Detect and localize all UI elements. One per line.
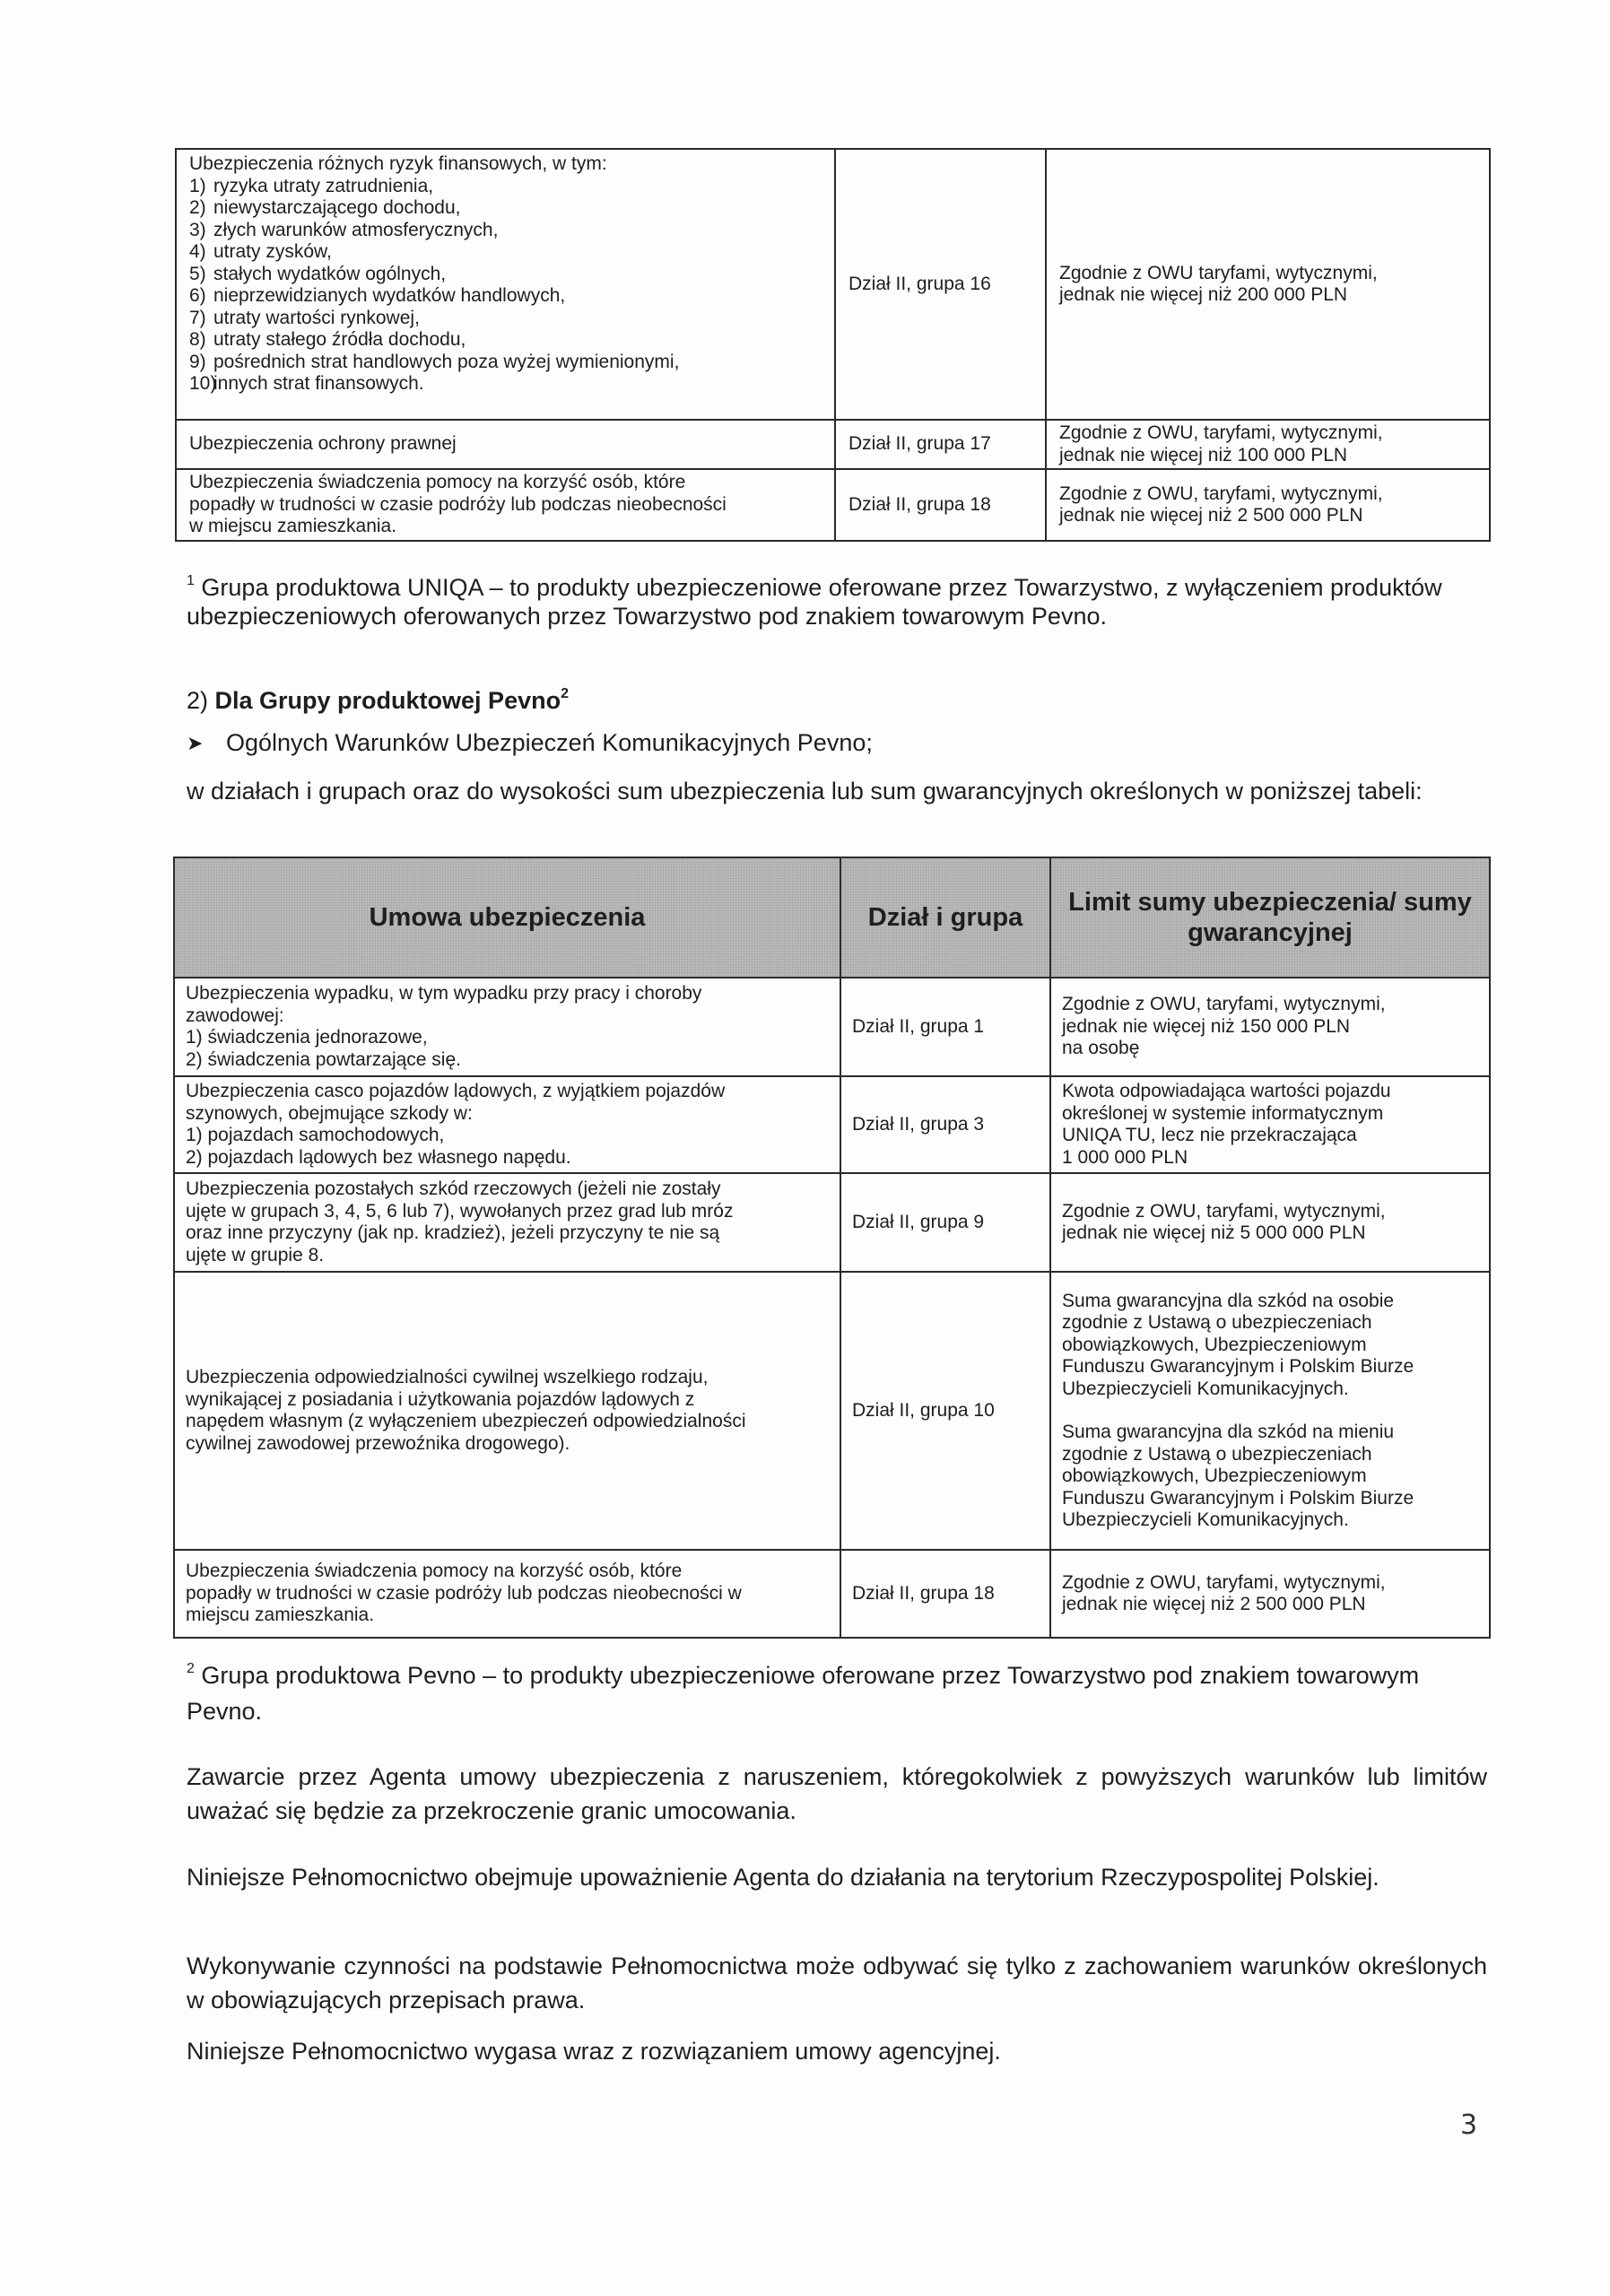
paragraph-przepisy: Wykonywanie czynności na podstawie Pełnomocnictwa może odbywać się tylko z zachowaniem warunków określonych w obowiązujących przepisach prawa. [187,1952,1487,2013]
dzial-cell: Dział II, grupa 1 [840,978,1050,1076]
list-item: 3) złych warunków atmosferycznych, [189,219,499,240]
limit-cell: Zgodnie z OWU, taryfami, wytycznymi, jednak nie więcej niż 150 000 PLN na osobę [1050,978,1490,1076]
footnote-marker: 2 [187,1661,195,1676]
umowa-cell [176,149,835,420]
page-number: 3 [1460,2109,1478,2141]
footnote-ref: 2 [561,686,569,701]
dzial-cell: Dział II, grupa 9 [840,1173,1050,1272]
list-item: 8) utraty stałego źródła dochodu, [189,329,466,350]
limit-cell: Zgodnie z OWU, taryfami, wytycznymi, jednak nie więcej niż 2 500 000 PLN [1050,1550,1490,1638]
umowa-cell: Ubezpieczenia odpowiedzialności cywilnej wszelkiego rodzaju, wynikającej z posiadania i użytkowania pojazdów lądowych z napędem własnym (z wyłączeniem ubezpieczeń odpowiedzialności cywilnej zawodowej przewoźnika drogowego). [174,1272,840,1550]
table-row [174,1550,1490,1638]
section-title: Dla Grupy produktowej Pevno [214,687,561,714]
bullet-text: Ogólnych Warunków Ubezpieczeń Komunikacyjnych Pevno; [226,729,873,756]
paragraph-umocowanie: Zawarcie przez Agenta umowy ubezpieczenia z naruszeniem, któregokolwiek z powyższych warunków lub limitów uważać się będzie za przekroczenie granic umocowania. [187,1763,1487,1824]
limit-osoby: Suma gwarancyjna dla szkód na osobie zgodnie z Ustawą o ubezpieczeniach obowiązkowych, Ubezpieczeniowym Funduszu Gwarancyjnym i Polskim Biurze Ubezpieczycieli Komunikacyjnych. [1062,1290,1414,1399]
column-header: Umowa ubezpieczenia [174,857,840,978]
dzial-cell: Dział II, grupa 17 [835,420,1046,469]
risk-list [189,176,834,396]
table-row [174,1173,1490,1272]
umowa-cell: Ubezpieczenia wypadku, w tym wypadku przy pracy i choroby zawodowej: 1) świadczenia jednorazowe, 2) świadczenia powtarzające się. [174,978,840,1076]
uniqa-limits-table [175,148,1491,542]
paragraph-terytorium: Niniejsze Pełnomocnictwo obejmuje upoważnienie Agenta do działania na terytorium Rzeczypospolitej Polskiej. [187,1864,1379,1891]
umowa-cell: Ubezpieczenia świadczenia pomocy na korzyść osób, które popadły w trudności w czasie podróży lub podczas nieobecności w miejscu zamieszkania. [176,469,835,541]
pevno-limits-table [173,857,1491,1639]
footnote-text: Grupa produktowa UNIQA – to produkty ubezpieczeniowe oferowane przez Towarzystwo, z wyłączeniem produktów ubezpieczeniowych oferowanych przez Towarzystwo pod znakiem towarowym Pevno. [187,574,1442,630]
table-row [174,1272,1490,1550]
table-row [176,469,1490,541]
list-item: 10) innych strat finansowych. [189,373,424,394]
table-row [176,420,1490,469]
dzial-cell: Dział II, grupa 18 [835,469,1046,541]
list-item: 2) niewystarczającego dochodu, [189,197,461,218]
bullet-item [187,729,873,757]
list-item: 7) utraty wartości rynkowej, [189,307,420,328]
row-title: Ubezpieczenia różnych ryzyk finansowych, w tym: [189,153,607,174]
limit-cell: Kwota odpowiadająca wartości pojazdu określonej w systemie informatycznym UNIQA TU, lecz nie przekraczająca 1 000 000 PLN [1050,1076,1490,1173]
dzial-cell: Dział II, grupa 3 [840,1076,1050,1173]
arrow-bullet-icon: ➤ [187,731,204,754]
list-item: 6) nieprzewidzianych wydatków handlowych, [189,285,566,306]
list-item: 1) ryzyka utraty zatrudnienia, [189,175,434,196]
table-row [174,978,1490,1076]
section-heading: 2) Dla Grupy produktowej Pevno$^2$ [187,686,569,714]
footnote-2 [187,1651,1487,1729]
limit-cell: Zgodnie z OWU taryfami, wytycznymi, jednak nie więcej niż 200 000 PLN [1046,149,1490,420]
dzial-cell: Dział II, grupa 10 [840,1272,1050,1550]
umowa-cell: Ubezpieczenia ochrony prawnej [176,420,835,469]
list-item: 9) pośrednich strat handlowych poza wyżej wymienionymi, [189,351,680,372]
limit-cell: Zgodnie z OWU, taryfami, wytycznymi, jednak nie więcej niż 5 000 000 PLN [1050,1173,1490,1272]
umowa-cell: Ubezpieczenia casco pojazdów lądowych, z wyjątkiem pojazdów szynowych, obejmujące szkody w: 1) pojazdach samochodowych, 2) pojazdach lądowych bez własnego napędu. [174,1076,840,1173]
intro-paragraph: w działach i grupach oraz do wysokości sum ubezpieczenia lub sum gwarancyjnych określonych w poniższej tabeli: [187,778,1423,804]
dzial-cell: Dział II, grupa 18 [840,1550,1050,1638]
table-row [176,149,1490,420]
footnote-1 [187,567,1487,631]
umowa-cell: Ubezpieczenia pozostałych szkód rzeczowych (jeżeli nie zostały ujęte w grupach 3, 4, 5, 6 lub 7), wywołanych przez grad lub mróz oraz inne przyczyny (jak np. kradzież), jeżeli przyczyny te nie są ujęte w grupie 8. [174,1173,840,1272]
list-item: 5) stałych wydatków ogólnych, [189,263,447,284]
limit-cell: Zgodnie z OWU, taryfami, wytycznymi, jednak nie więcej niż 2 500 000 PLN [1046,469,1490,541]
limit-mienie: Suma gwarancyjna dla szkód na mieniu zgodnie z Ustawą o ubezpieczeniach obowiązkowych, Ubezpieczeniowym Funduszu Gwarancyjnym i Polskim Biurze Ubezpieczycieli Komunikacyjnych. [1062,1422,1414,1530]
umowa-cell: Ubezpieczenia świadczenia pomocy na korzyść osób, które popadły w trudności w czasie podróży lub podczas nieobecności w miejscu zamieszkania. [174,1550,840,1638]
footnote-text: Grupa produktowa Pevno – to produkty ubezpieczeniowe oferowane przez Towarzystwo pod znakiem towarowym Pevno. [187,1662,1420,1725]
paragraph-wygasniecie: Niniejsze Pełnomocnictwo wygasa wraz z rozwiązaniem umowy agencyjnej. [187,2038,1001,2065]
table-row [174,1076,1490,1173]
limit-cell [1050,1272,1490,1550]
list-item: 4) utraty zysków, [189,241,332,262]
table-header-row [174,857,1490,978]
column-header: Limit sumy ubezpieczenia/ sumy gwarancyjnej [1050,857,1490,978]
dzial-cell: Dział II, grupa 16 [835,149,1046,420]
footnote-marker: 1 [187,573,195,588]
column-header: Dział i grupa [840,857,1050,978]
limit-cell: Zgodnie z OWU, taryfami, wytycznymi, jednak nie więcej niż 100 000 PLN [1046,420,1490,469]
